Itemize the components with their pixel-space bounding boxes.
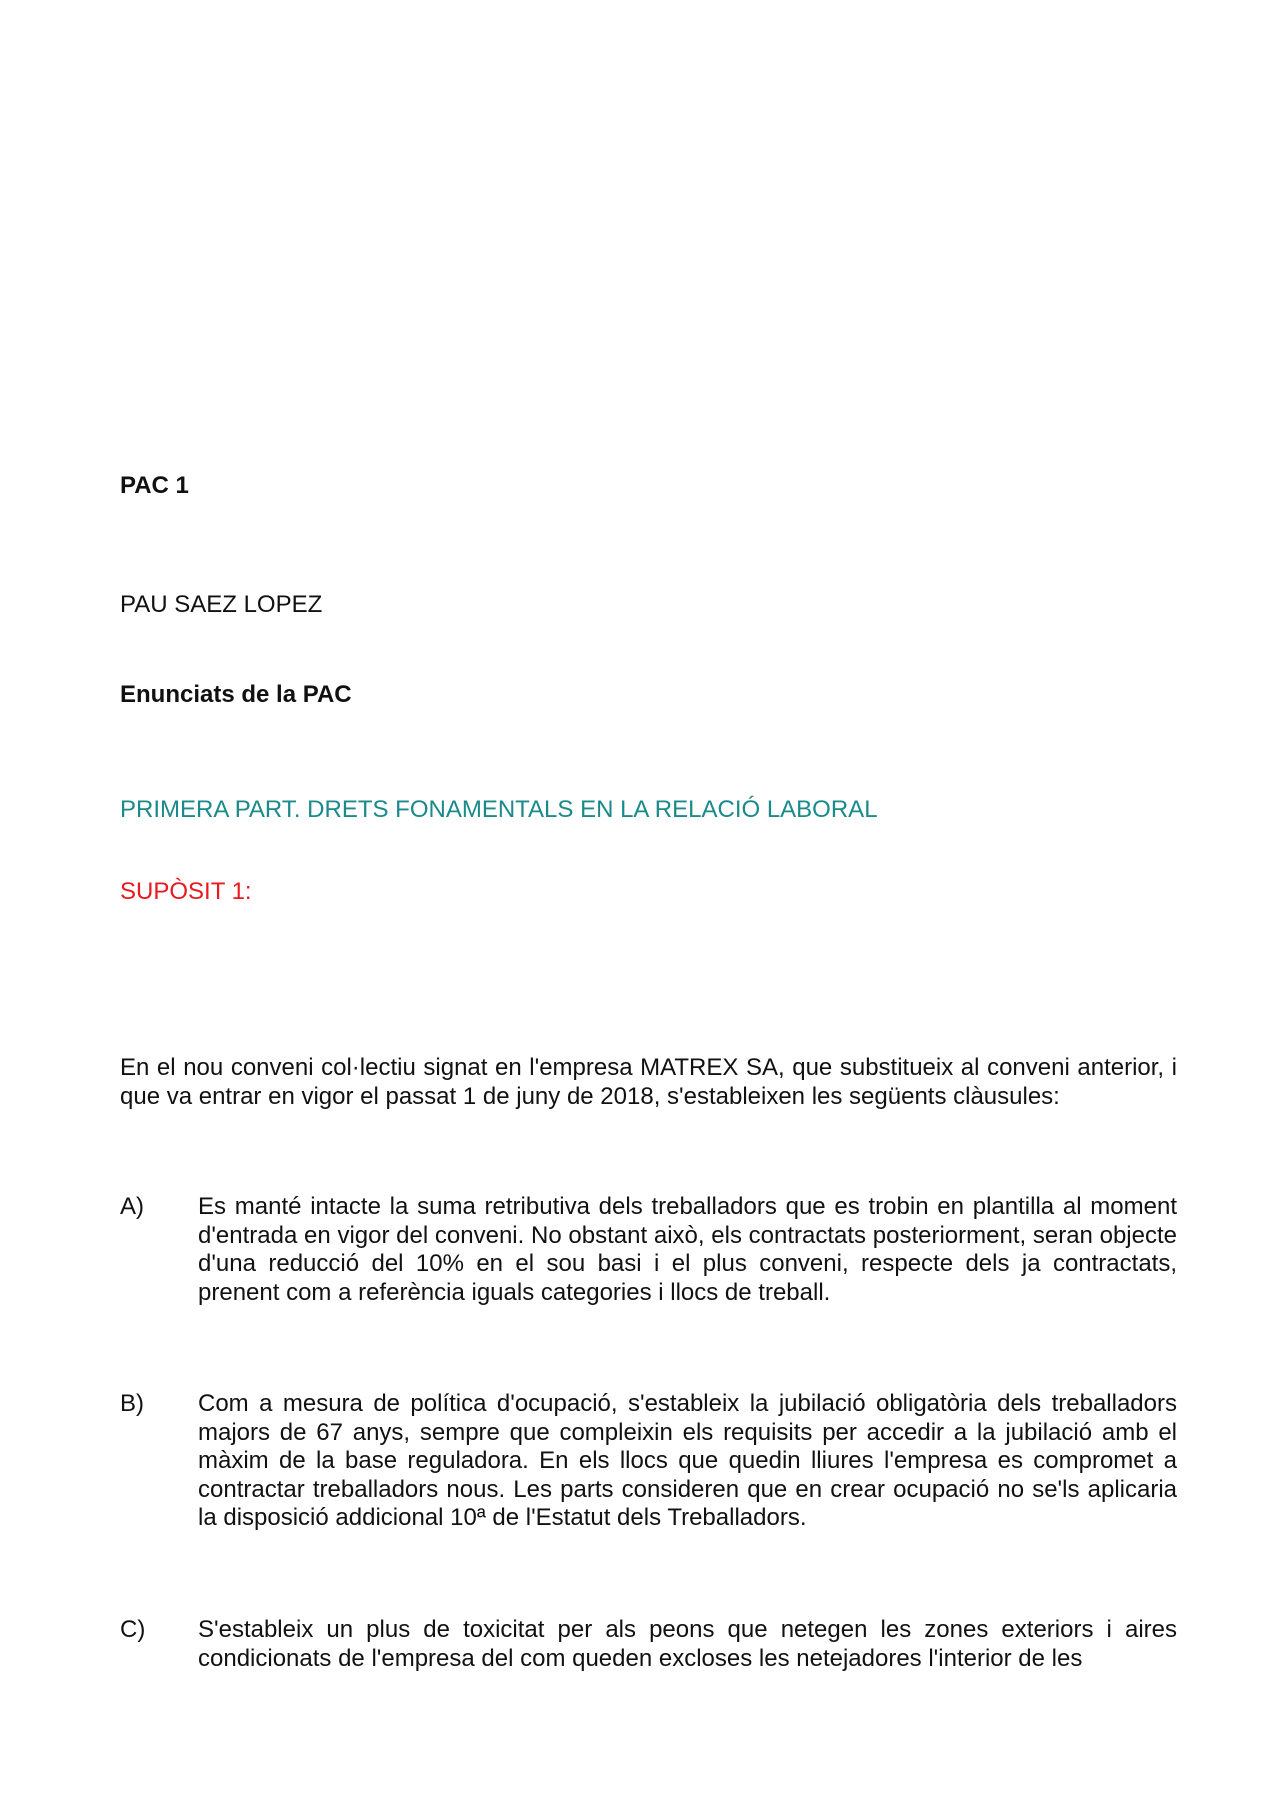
clause-text: Es manté intacte la suma retributiva dels treballadors que es trobin en plantilla al moment d'entrada en vigor del conveni. No obstant això, els contractats posteriorment, seran objecte d'una reducció del 10% en el sou basi i el plus conveni, respecte dels ja contractats, prenent com a referència iguals categories i llocs de treball.: [198, 1193, 1177, 1306]
intro-paragraph: En el nou conveni col·lectiu signat en l'empresa MATREX SA, que substitueix al conveni anterior, i que va entrar en vigor el passat 1 de juny de 2018, s'estableixen les següents clàusules:: [120, 1054, 1177, 1110]
clause-text: S'estableix un plus de toxicitat per als peons que netegen les zones exteriors i aires condicionats de l'empresa del com queden excloses les netejadores l'interior de les: [198, 1616, 1177, 1672]
author-name: PAU SAEZ LOPEZ: [120, 591, 323, 618]
clause-letter: C): [120, 1616, 146, 1643]
case-heading: SUPÒSIT 1:: [120, 878, 252, 905]
clause-letter: A): [120, 1193, 144, 1220]
clause-text: Com a mesura de política d'ocupació, s'estableix la jubilació obligatòria dels treballadors majors de 67 anys, sempre que compleixin els requisits per accedir a la jubilació amb el màxim de la base reguladora. En els llocs que quedin lliures l'empresa es compromet a contractar treballadors nous. Les parts consideren que en crear ocupació no se'ls aplicaria la disposició addicional 10ª de l'Estatut dels Treballadors.: [198, 1390, 1177, 1532]
clause-letter: B): [120, 1390, 144, 1417]
statement-heading: Enunciats de la PAC: [120, 681, 352, 708]
document-title: PAC 1: [120, 472, 189, 499]
part-heading: PRIMERA PART. DRETS FONAMENTALS EN LA RELACIÓ LABORAL: [120, 796, 878, 823]
